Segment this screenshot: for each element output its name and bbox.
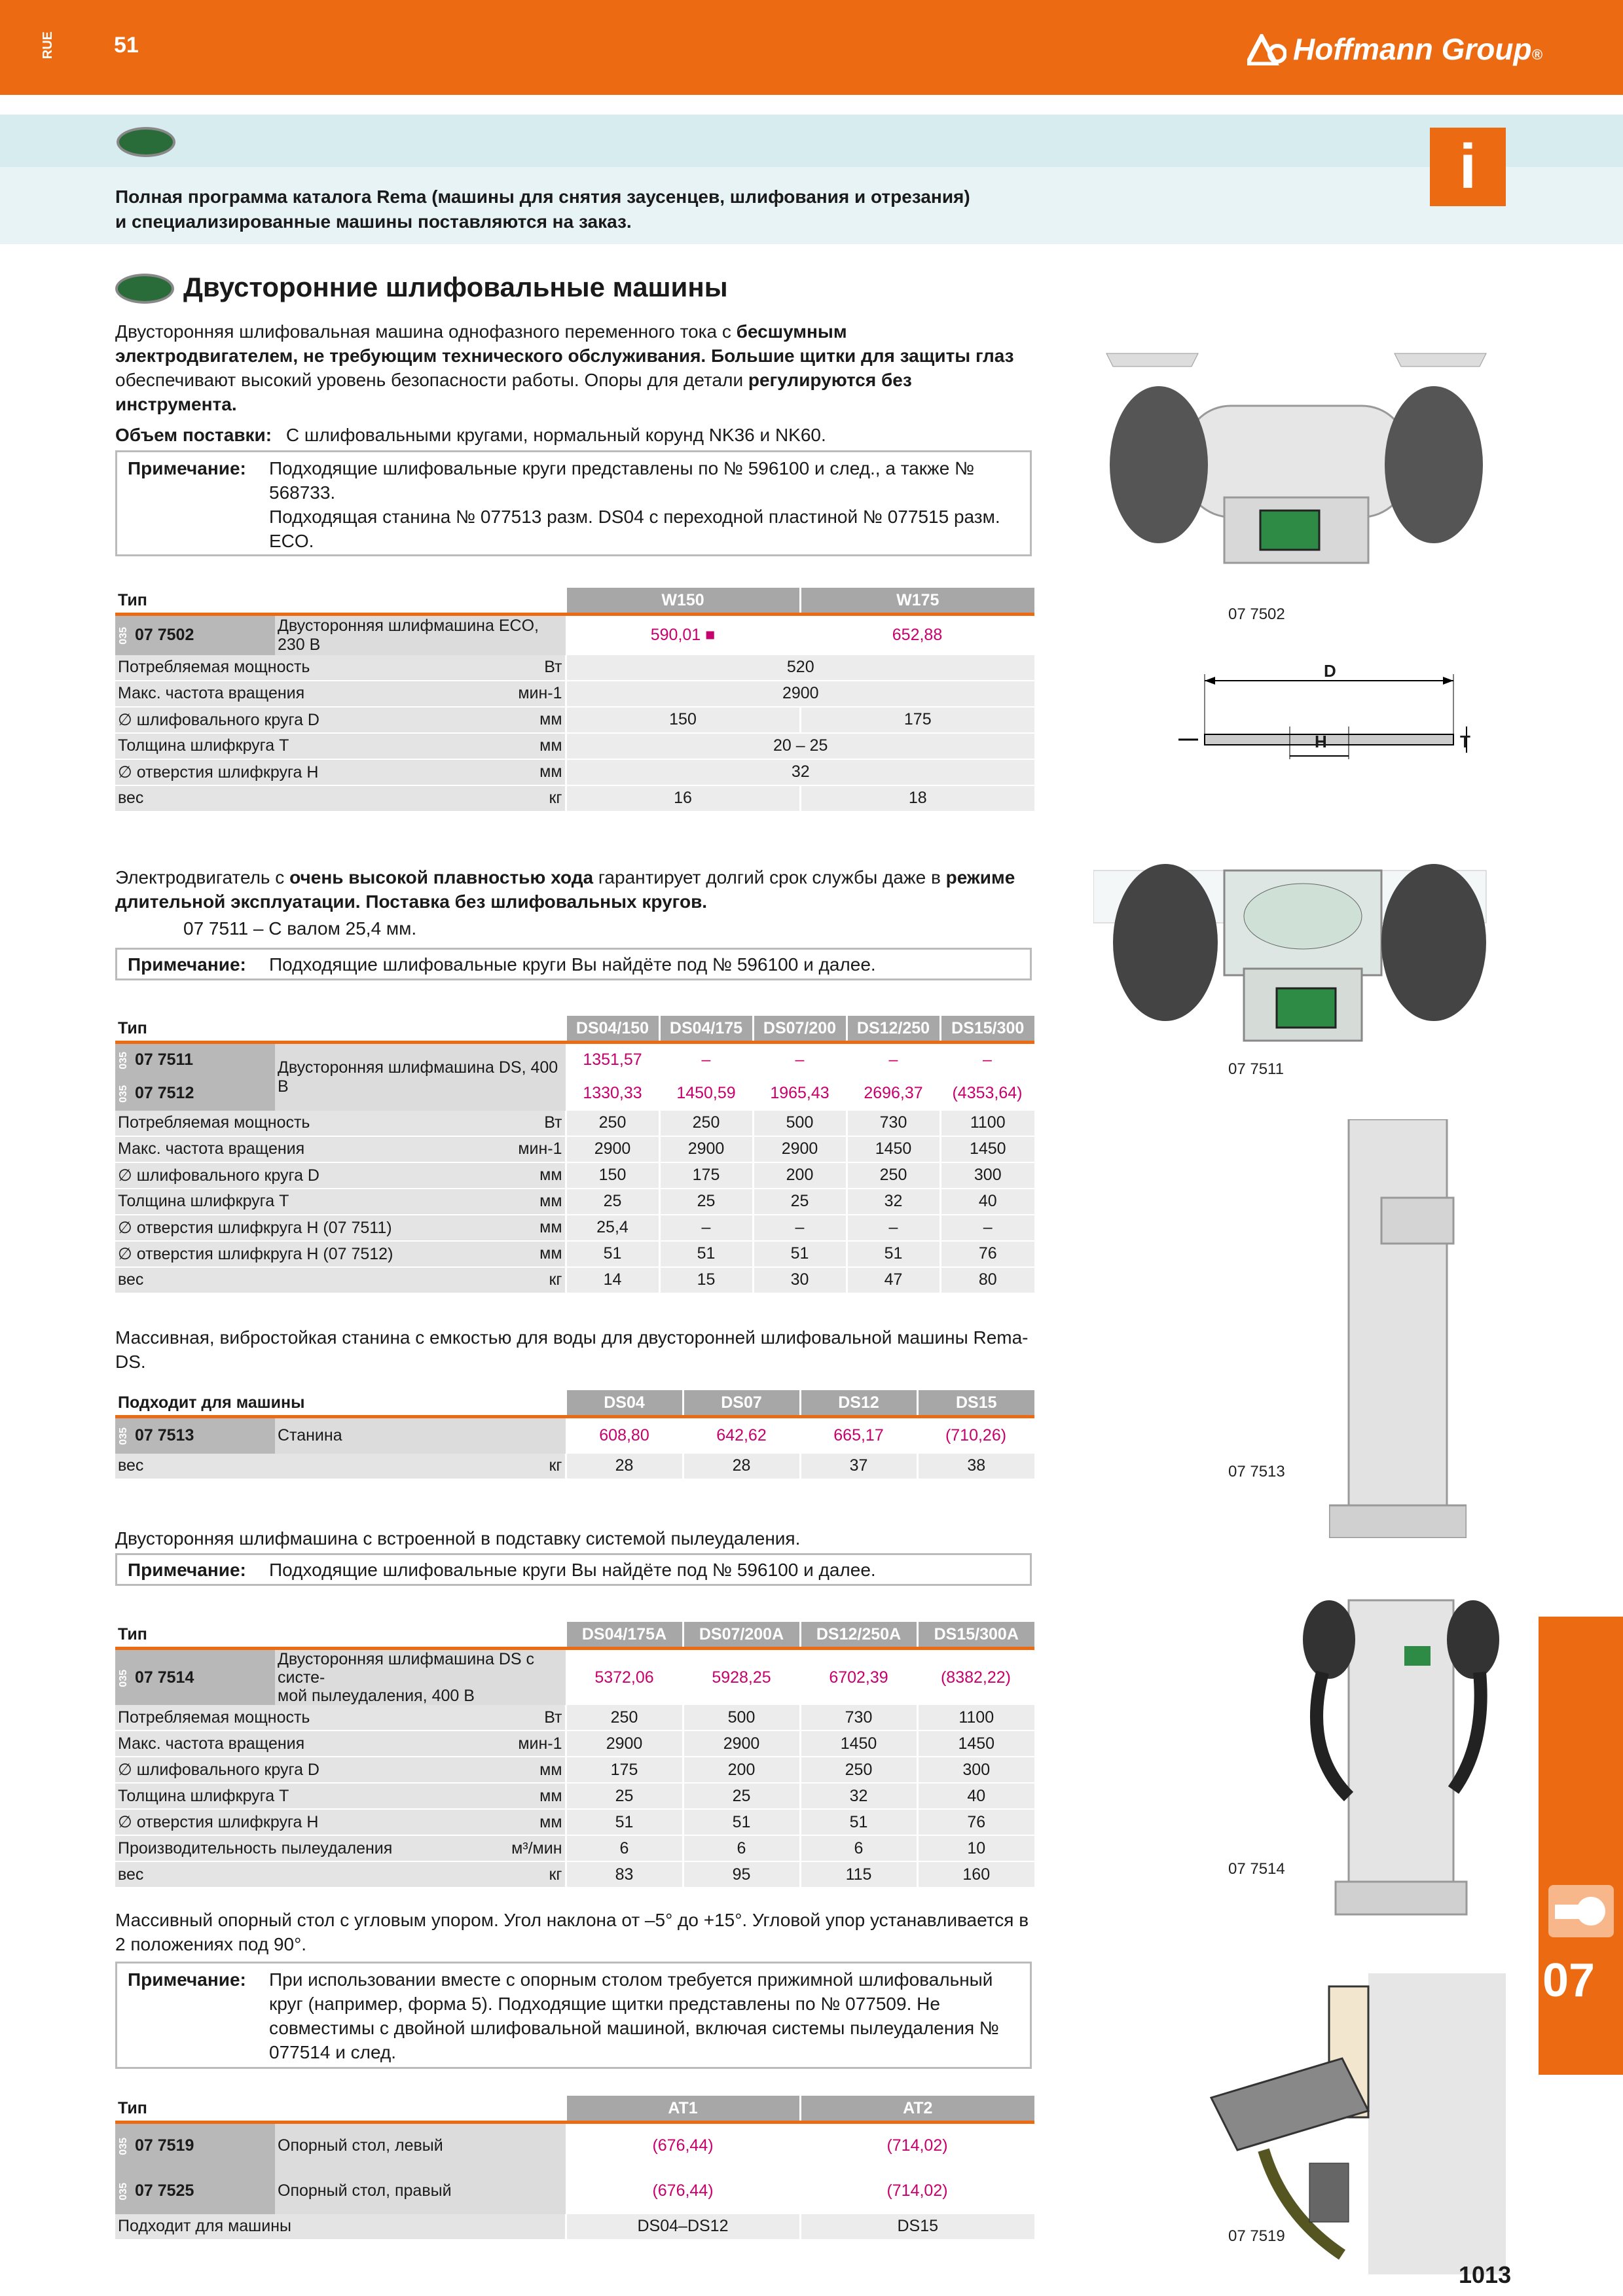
spec-value: 175 (800, 707, 1034, 733)
spec-value: 10 (917, 1835, 1034, 1861)
info-line-2: и специализированные машины поставляются на заказ. (115, 211, 632, 232)
col-header: DS07/200A (683, 1622, 800, 1649)
spec-value: 25 (566, 1783, 683, 1809)
price: 590,01 ■ (566, 615, 800, 655)
spec-unit: кг (484, 1454, 566, 1479)
spec-value: 40 (917, 1783, 1034, 1809)
price: – (659, 1043, 753, 1077)
paragraph-dust: Двусторонняя шлифмашина с встроенной в подставку системой пылеудаления. (115, 1528, 801, 1549)
spec-unit: мм (484, 1215, 566, 1241)
brand-registered: ® (1531, 46, 1542, 63)
spec-value: 80 (940, 1267, 1034, 1293)
spec-value: 18 (800, 785, 1034, 812)
spec-value: 51 (847, 1241, 940, 1267)
spec-row (115, 1757, 1034, 1783)
spec-label: Потребляемая мощность (115, 1705, 484, 1731)
grinder-dust-extraction-icon (1296, 1581, 1506, 1921)
col-header: AT1 (566, 2096, 800, 2123)
spec-value: 25 (753, 1189, 847, 1215)
spec-table-077502 (115, 588, 1034, 812)
info-line-1: Полная программа каталога Rema (машины для снятия заусенцев, шлифования и отрезания) (115, 187, 970, 207)
spec-value: 1450 (917, 1731, 1034, 1757)
spec-value: 1100 (917, 1705, 1034, 1731)
spec-row (115, 1861, 1034, 1888)
t4-rows (115, 1705, 1034, 1888)
delivery-scope (115, 423, 826, 447)
product-desc (275, 1649, 566, 1706)
order-number[interactable] (115, 1077, 275, 1111)
spec-label: Толщина шлифкруга T (115, 733, 484, 759)
order-number-text: 07 7514 (135, 1668, 194, 1687)
order-number-text: 07 7512 (135, 1084, 194, 1102)
spec-value: 730 (847, 1111, 940, 1136)
spec-value: 25 (566, 1189, 659, 1215)
rema-logo-icon (115, 274, 174, 304)
order-number[interactable] (115, 1043, 275, 1077)
order-number[interactable] (115, 2123, 275, 2168)
spec-value: 250 (659, 1111, 753, 1136)
spec-value: 51 (566, 1241, 659, 1267)
col-header: DS07 (683, 1390, 800, 1417)
language-code: RUE (41, 31, 55, 60)
type-label: Тип (115, 1016, 566, 1043)
price: (714,02) (800, 2123, 1034, 2168)
spec-value: 25 (683, 1783, 800, 1809)
spec-row (115, 1136, 1034, 1162)
spec-value: 32 (800, 1783, 917, 1809)
spec-value: 500 (753, 1111, 847, 1136)
spec-value: 28 (566, 1454, 683, 1479)
rema-logo-icon (117, 127, 175, 157)
note-box (115, 1962, 1032, 2069)
product-desc-line: мой пылеудаления, 400 В (278, 1687, 475, 1705)
product-desc: Опорный стол, левый (275, 2123, 566, 2168)
spec-value: 28 (683, 1454, 800, 1479)
type-label: Тип (115, 2096, 566, 2123)
spec-value: 51 (659, 1241, 753, 1267)
dim-d-label: D (1324, 661, 1336, 681)
order-number-text: 07 7525 (135, 2181, 194, 2200)
note-label: Примечание: (128, 1969, 246, 1990)
spec-value: 6 (800, 1835, 917, 1861)
spec-value: 95 (683, 1861, 800, 1888)
brand-name: Hoffmann Group (1293, 32, 1532, 66)
note-text: Подходящие шлифовальные круги представлены по № 596100 и след., а также № 568733. (269, 458, 975, 503)
order-prefix: 035 (118, 627, 129, 645)
image-caption: 07 7514 (1228, 1860, 1285, 1878)
price: 6702,39 (800, 1649, 917, 1706)
paragraph-table: Массивный опорный стол с угловым упором. Угол наклона от –5° до +15°. Угловой упор устанавливается в 2 положениях под 90°. (115, 1910, 1029, 1954)
image-caption: 07 7513 (1228, 1463, 1285, 1480)
info-icon: i (1430, 128, 1506, 206)
spec-value: 37 (800, 1454, 917, 1479)
spec-row (115, 1809, 1034, 1835)
desc-bold-2: регулируются без инструмента. (115, 370, 912, 414)
bench-grinder-eco-icon (1093, 347, 1499, 569)
price: 1351,57 (566, 1043, 659, 1077)
spec-value: 83 (566, 1861, 683, 1888)
product-desc-line: Двусторонняя шлифмашина DS с систе- (278, 1650, 535, 1687)
spec-row (115, 1783, 1034, 1809)
spec-unit: мм (484, 733, 566, 759)
spec-value: 730 (800, 1705, 917, 1731)
price: (4353,64) (940, 1077, 1034, 1111)
spec-value: 2900 (566, 1136, 659, 1162)
spec-value: 115 (800, 1861, 917, 1888)
spec-label: ∅ шлифовального круга D (115, 707, 484, 733)
product-desc: Двусторонняя шлифмашина DS, 400 В (275, 1043, 566, 1111)
desc-bold: бесшумным электродвигателем, не требующим технического обслуживания. Большие щитки для защиты глаз (115, 321, 1014, 366)
order-number[interactable] (115, 2168, 275, 2214)
spec-value: 6 (566, 1835, 683, 1861)
price: (714,02) (800, 2168, 1034, 2214)
spec-unit: мм (484, 707, 566, 733)
col-header: DS04/175 (659, 1016, 753, 1043)
price: – (940, 1043, 1034, 1077)
col-header: DS15 (917, 1390, 1034, 1417)
spec-label: вес (115, 1861, 484, 1888)
spec-value: 76 (917, 1809, 1034, 1835)
col-header: DS04/175A (566, 1622, 683, 1649)
spec-label: ∅ отверстия шлифкруга H (115, 1809, 484, 1835)
info-band (0, 115, 1623, 167)
spec-value: 40 (940, 1189, 1034, 1215)
spec-value: 2900 (566, 1731, 683, 1757)
spec-value: 175 (659, 1162, 753, 1189)
spec-value: 76 (940, 1241, 1034, 1267)
spec-unit: мм (484, 1162, 566, 1189)
col-header: DS12/250A (800, 1622, 917, 1649)
p2-text: Электродвигатель с (115, 867, 290, 888)
spec-value: 14 (566, 1267, 659, 1293)
section-page-number: 51 (114, 33, 139, 58)
spec-unit: кг (484, 1861, 566, 1888)
order-number-text: 07 7502 (135, 626, 194, 645)
spec-unit: кг (484, 785, 566, 812)
grinder-stand-icon (1329, 1119, 1467, 1538)
spec-unit: мм (484, 1189, 566, 1215)
spec-label: Толщина шлифкруга T (115, 1783, 484, 1809)
spec-label: Производительность пылеудаления (115, 1835, 484, 1861)
order-number[interactable] (115, 1649, 275, 1706)
col-header: AT2 (800, 2096, 1034, 2123)
spec-value: 32 (847, 1189, 940, 1215)
grinder-chapter-icon (1548, 1885, 1614, 1941)
price: 2696,37 (847, 1077, 940, 1111)
image-caption: 07 7511 (1228, 1060, 1284, 1078)
order-number[interactable] (115, 615, 275, 655)
price: 1450,59 (659, 1077, 753, 1111)
t2-rows (115, 1111, 1034, 1293)
spec-value: 25,4 (566, 1215, 659, 1241)
spec-value: 51 (800, 1809, 917, 1835)
price: (8382,22) (917, 1649, 1034, 1706)
order-number-text: 07 7511 (135, 1050, 193, 1069)
wheel-dimension-diagram (1178, 661, 1473, 759)
section-title: Двусторонние шлифовальные машины (183, 272, 728, 302)
spec-value: 200 (683, 1757, 800, 1783)
spec-unit: мин-1 (484, 681, 566, 707)
order-prefix: 035 (118, 1427, 129, 1445)
spec-label: Макс. частота вращения (115, 681, 484, 707)
price: 608,80 (566, 1417, 683, 1454)
spec-label: Потребляемая мощность (115, 1111, 484, 1136)
spec-value: 51 (566, 1809, 683, 1835)
spec-value: 2900 (683, 1731, 800, 1757)
spec-value: 30 (753, 1267, 847, 1293)
spec-value: 47 (847, 1267, 940, 1293)
spec-unit: мин-1 (484, 1136, 566, 1162)
col-header: W175 (800, 588, 1034, 615)
note-box (115, 1553, 1032, 1586)
spec-value: 250 (800, 1757, 917, 1783)
spec-value: 51 (683, 1809, 800, 1835)
note-text-2: Подходящая станина № 077513 разм. DS04 с переходной пластиной № 077515 разм. ECO. (269, 507, 1000, 551)
note-box (115, 450, 1032, 556)
order-number-text: 07 7513 (135, 1426, 194, 1445)
product-image-077502 (1093, 347, 1499, 569)
spec-table-077513 (115, 1390, 1034, 1480)
spec-unit: м³/мин (484, 1835, 566, 1861)
spec-label: ∅ отверстия шлифкруга H (07 7511) (115, 1215, 484, 1241)
spec-value: – (940, 1215, 1034, 1241)
spec-unit: мм (484, 1809, 566, 1835)
col-header: DS04 (566, 1390, 683, 1417)
spec-label: ∅ отверстия шлифкруга H (115, 759, 484, 785)
desc-text-2: обеспечивают высокий уровень безопасности работы. Опоры для детали (115, 370, 748, 390)
price: 5928,25 (683, 1649, 800, 1706)
spec-label: Макс. частота вращения (115, 1136, 484, 1162)
image-caption: 07 7519 (1228, 2227, 1285, 2245)
col-header: DS12/250 (847, 1016, 940, 1043)
chapter-number: 07 (1542, 1954, 1596, 2007)
spec-row (115, 1705, 1034, 1731)
spec-value: 150 (566, 1162, 659, 1189)
product-image-077513 (1329, 1119, 1467, 1538)
price: 5372,06 (566, 1649, 683, 1706)
spec-value: – (753, 1215, 847, 1241)
spec-value: 300 (917, 1757, 1034, 1783)
spec-value: 250 (566, 1705, 683, 1731)
spec-label: Потребляемая мощность (115, 655, 484, 681)
spec-unit: Вт (484, 655, 566, 681)
product-image-077511 (1093, 844, 1499, 1047)
p2-text-2: гарантирует долгий срок службы даже в (593, 867, 946, 888)
note-text: При использовании вместе с опорным столом требуется прижимной шлифовальный круг (например, форма 5). Подходящие щитки представлены по № 077509. Не совместимы с двойной шлифовальной машиной, включая системы пылеудаления № 077514 и след. (269, 1969, 999, 2062)
spec-unit: Вт (484, 1705, 566, 1731)
spec-value: 2900 (659, 1136, 753, 1162)
spec-unit: мм (484, 1241, 566, 1267)
spec-value: – (659, 1215, 753, 1241)
spec-value: 32 (566, 759, 1034, 785)
spec-label: Толщина шлифкруга T (115, 1189, 484, 1215)
spec-value: 150 (566, 707, 800, 733)
price: 665,17 (800, 1417, 917, 1454)
spec-table-077511 (115, 1016, 1034, 1294)
col-header: W150 (566, 588, 800, 615)
note-text: Подходящие шлифовальные круги Вы найдёте под № 596100 и далее. (269, 954, 876, 975)
spec-label: ∅ шлифовального круга D (115, 1757, 484, 1783)
spec-unit: мм (484, 759, 566, 785)
price: (676,44) (566, 2168, 800, 2214)
p2-bold: очень высокой плавностью хода (289, 867, 594, 888)
info-text (115, 185, 1032, 234)
spec-row (115, 1241, 1034, 1267)
col-header: DS15/300 (940, 1016, 1034, 1043)
dim-h-label: H (1315, 732, 1327, 751)
spec-unit: мм (484, 1757, 566, 1783)
spec-unit: мин-1 (484, 1731, 566, 1757)
spec-label: ∅ шлифовального круга D (115, 1162, 484, 1189)
spec-value: – (847, 1215, 940, 1241)
price: – (753, 1043, 847, 1077)
spec-value: 1450 (940, 1136, 1034, 1162)
order-number[interactable] (115, 1417, 275, 1454)
price: 1965,43 (753, 1077, 847, 1111)
spec-value: 250 (847, 1162, 940, 1189)
spec-value: 500 (683, 1705, 800, 1731)
price: – (847, 1043, 940, 1077)
spec-value: 300 (940, 1162, 1034, 1189)
spec-unit: мм (484, 1783, 566, 1809)
order-prefix: 035 (118, 1669, 129, 1687)
spec-row (115, 1111, 1034, 1136)
spec-label: Макс. частота вращения (115, 1731, 484, 1757)
spec-unit: кг (484, 1267, 566, 1293)
spec-value: 2900 (566, 681, 1034, 707)
brand-logo (1247, 34, 1286, 69)
price: 652,88 (800, 615, 1034, 655)
dim-t-label: T (1460, 732, 1470, 751)
delivery-text: С шлифовальными кругами, нормальный корунд NK36 и NK60. (285, 425, 826, 445)
spec-value: 1450 (847, 1136, 940, 1162)
spec-value: 6 (683, 1835, 800, 1861)
price: 642,62 (683, 1417, 800, 1454)
product-desc: Двусторонняя шлифмашина ECO, 230 В (275, 615, 566, 655)
delivery-label: Объем поставки: (115, 425, 272, 445)
spec-row (115, 1215, 1034, 1241)
spec-unit: Вт (484, 1111, 566, 1136)
col-header: DS04/150 (566, 1016, 659, 1043)
paragraph-motor (115, 865, 1032, 914)
order-prefix: 035 (118, 1085, 129, 1103)
p2-bold-2: режиме длительной эксплуатации. Поставка без шлифовальных кругов. (115, 867, 1015, 912)
spec-label: Подходит для машины (115, 2214, 566, 2240)
note-box (115, 948, 1032, 980)
spec-row (115, 1189, 1034, 1215)
spec-label: вес (115, 1454, 484, 1479)
note-label: Примечание: (128, 954, 246, 975)
product-desc: Станина (275, 1417, 566, 1454)
variant-note: 07 7511 – С валом 25,4 мм. (183, 918, 417, 939)
spec-label: вес (115, 1267, 484, 1293)
spec-value: 20 – 25 (566, 733, 1034, 759)
spec-value: 200 (753, 1162, 847, 1189)
spec-row (115, 1835, 1034, 1861)
type-label: Тип (115, 1622, 566, 1649)
spec-value: 51 (753, 1241, 847, 1267)
spec-value: 38 (917, 1454, 1034, 1479)
spec-row (115, 1162, 1034, 1189)
spec-row (115, 1731, 1034, 1757)
spec-value: DS15 (800, 2214, 1034, 2240)
section-description (115, 319, 1032, 416)
spec-value: 16 (566, 785, 800, 812)
spec-value: 25 (659, 1189, 753, 1215)
hoffmann-logo-icon (1247, 34, 1286, 65)
bench-grinder-ds-icon (1093, 844, 1499, 1047)
spec-table-077514 (115, 1622, 1034, 1888)
desc-text: Двусторонняя шлифовальная машина однофазного переменного тока с (115, 321, 737, 342)
note-label: Примечание: (128, 1560, 246, 1580)
order-prefix: 035 (118, 1052, 129, 1069)
col-header: DS15/300A (917, 1622, 1034, 1649)
product-image-077514 (1296, 1581, 1506, 1921)
spec-value: 160 (917, 1861, 1034, 1888)
col-header: DS07/200 (753, 1016, 847, 1043)
order-number-text: 07 7519 (135, 2136, 194, 2155)
spec-value: 2900 (753, 1136, 847, 1162)
product-desc: Опорный стол, правый (275, 2168, 566, 2214)
spec-value: 250 (566, 1111, 659, 1136)
spec-value: 15 (659, 1267, 753, 1293)
type-label: Подходит для машины (115, 1390, 566, 1417)
spec-value: 1100 (940, 1111, 1034, 1136)
spec-label: ∅ отверстия шлифкруга H (07 7512) (115, 1241, 484, 1267)
spec-value: 175 (566, 1757, 683, 1783)
price: (710,26) (917, 1417, 1034, 1454)
spec-value: DS04–DS12 (566, 2214, 800, 2240)
spec-table-077519 (115, 2096, 1034, 2240)
spec-label: вес (115, 785, 484, 812)
spec-row (115, 1267, 1034, 1293)
note-text: Подходящие шлифовальные круги Вы найдёте под № 596100 и далее. (269, 1560, 876, 1580)
spec-value: 1450 (800, 1731, 917, 1757)
type-label: Тип (115, 588, 566, 615)
paragraph-stand: Массивная, вибростойкая станина с емкостью для воды для двусторонней шлифовальной машины Rema-DS. (115, 1327, 1029, 1372)
page-number: 1013 (1459, 2261, 1512, 2288)
col-header: DS12 (800, 1390, 917, 1417)
price: 1330,33 (566, 1077, 659, 1111)
image-caption: 07 7502 (1228, 605, 1285, 623)
order-prefix: 035 (118, 2138, 129, 2155)
note-label: Примечание: (128, 458, 246, 478)
order-prefix: 035 (118, 2183, 129, 2200)
spec-value: 520 (566, 655, 1034, 681)
price: (676,44) (566, 2123, 800, 2168)
